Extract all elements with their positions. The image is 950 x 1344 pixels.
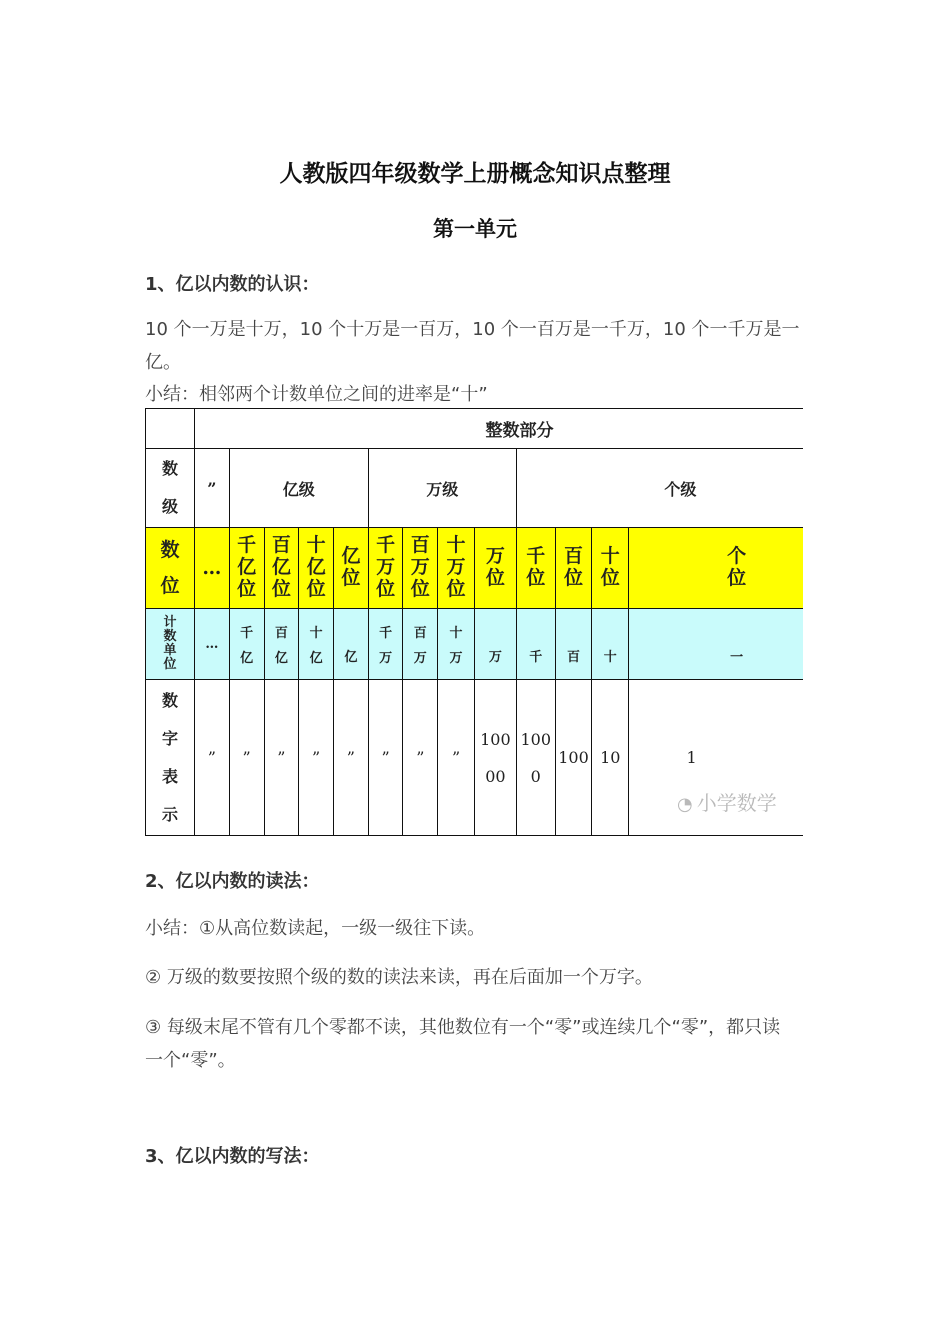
watermark [677, 787, 777, 816]
digit-cell: ” [299, 680, 334, 836]
section1-heading: 1、亿以内数的认识： [145, 274, 320, 295]
row-label-position: 数位 [146, 528, 195, 609]
unit-cell: 万 [474, 609, 516, 680]
digit-cell: 100 [555, 680, 592, 836]
unit-cell: 百万 [403, 609, 438, 680]
position-cell: 亿位 [333, 528, 368, 609]
unit-row [146, 609, 804, 680]
position-cell: 十万位 [438, 528, 475, 609]
level-row [146, 449, 804, 528]
position-cell: 千亿位 [229, 528, 264, 609]
position-row [146, 528, 804, 609]
unit-cell: 百 [555, 609, 592, 680]
level-ge: 个级 [516, 449, 803, 528]
section2-line2: ② 万级的数要按照个级的数的读法来读，再在后面加一个万字。 [145, 967, 653, 988]
digit-cell: ” [438, 680, 475, 836]
position-cell: 百位 [555, 528, 592, 609]
digit-cell: ” [368, 680, 403, 836]
digit-cell: 10 [592, 680, 629, 836]
section1-summary: 小结：相邻两个计数单位之间的进率是“十” [145, 384, 488, 405]
section2-line3: ③ 每级末尾不管有几个零都不读，其他数位有一个“零”或连续几个“零”，都只读一个“零”。 [145, 1017, 781, 1071]
level-first-cell: ” [195, 449, 230, 528]
digit-cell: 1 [629, 680, 803, 836]
table-header-row [146, 409, 804, 449]
position-cell: 百亿位 [264, 528, 299, 609]
row-label-digit: 数字表示 [146, 680, 195, 836]
section2-heading: 2、亿以内数的读法： [145, 871, 320, 892]
section1-text: 10 个一万是十万，10 个十万是一百万，10 个一百万是一千万，10 个一千万是一亿。 [145, 319, 800, 373]
section2-line1: 小结：①从高位数读起，一级一级往下读。 [145, 918, 486, 939]
level-yi: 亿级 [229, 449, 368, 528]
unit-cell: 千 [516, 609, 555, 680]
position-cell: 千位 [516, 528, 555, 609]
digit-cell: ” [333, 680, 368, 836]
watermark-text: 小学数学 [696, 791, 777, 815]
unit-cell: 亿 [333, 609, 368, 680]
unit-cell: … [195, 609, 230, 680]
position-cell: 千万位 [368, 528, 403, 609]
digit-cell: ” [264, 680, 299, 836]
position-cell: 个位 [629, 528, 803, 609]
unit-cell: 百亿 [264, 609, 299, 680]
place-value-grid [145, 408, 803, 836]
unit-cell: 十万 [438, 609, 475, 680]
position-cell: 万位 [474, 528, 516, 609]
wechat-icon: ◔ [677, 794, 693, 815]
level-wan: 万级 [368, 449, 516, 528]
position-cell: 十亿位 [299, 528, 334, 609]
position-cell: 十位 [592, 528, 629, 609]
unit-cell: 十亿 [299, 609, 334, 680]
unit-cell: 千万 [368, 609, 403, 680]
digit-cell: 10000 [474, 680, 516, 836]
digit-cell: ” [195, 680, 230, 836]
section3-heading: 3、亿以内数的写法： [145, 1146, 320, 1167]
integer-part-header: 整数部分 [195, 409, 803, 449]
digit-cell: 1000 [516, 680, 555, 836]
unit-cell: 十 [592, 609, 629, 680]
digit-cell: ” [229, 680, 264, 836]
unit-cell: 一 [629, 609, 803, 680]
unit-cell: 千亿 [229, 609, 264, 680]
place-value-table [145, 408, 803, 836]
unit-title: 第一单元 [433, 217, 517, 241]
table-corner-cell [146, 409, 195, 449]
row-label-level: 数级 [146, 449, 195, 528]
document-title: 人教版四年级数学上册概念知识点整理 [279, 161, 671, 187]
digit-cell: ” [403, 680, 438, 836]
position-cell: 百万位 [403, 528, 438, 609]
row-label-unit: 计数单位 [146, 609, 195, 680]
position-cell: … [195, 528, 230, 609]
